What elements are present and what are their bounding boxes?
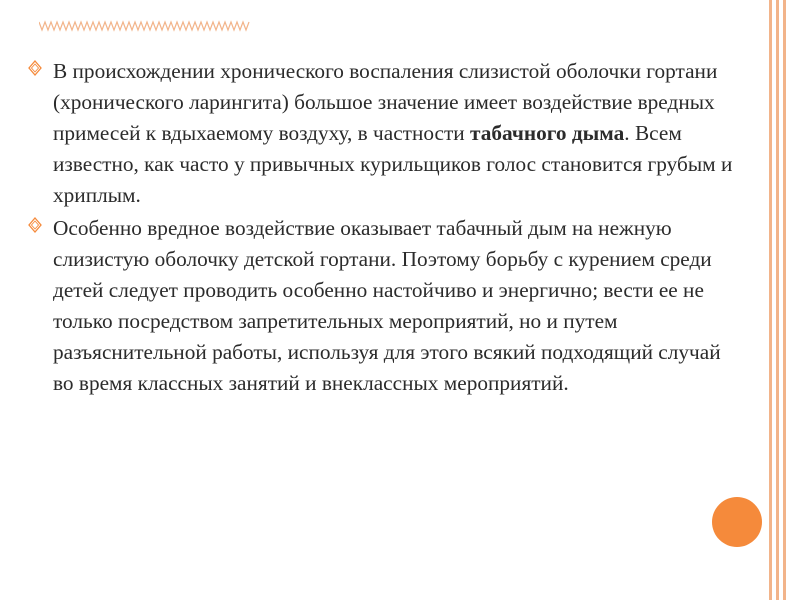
bullet-text	[53, 59, 732, 207]
bullet-text-part: . Всем известно, как часто у привычных курильщиков голос становится грубым и хриплым.	[53, 121, 733, 207]
bullet-text	[53, 216, 721, 395]
right-decor-rail	[769, 0, 772, 600]
bullet-text-part: Особенно вредное воздействие оказывает табачный дым на нежную слизистую оболочку детской гортани. Поэтому борьбу с курением среди детей следует проводить особенно настойчиво и энергично; вести ее не только посредством запретительных мероприятий, но и путем разъяснительной работы, используя для этого всякий подходящий случай во время классных занятий и внеклассных мероприятий.	[53, 216, 721, 395]
bullet-bold-text: табачного дыма	[470, 121, 625, 145]
bullet-list	[28, 56, 738, 401]
bullet-text-part: В происхождении хронического воспаления слизистой оболочки гортани (хронического ларингита) большое значение имеет воздействие вредных примесей к вдыхаемому воздуху, в частности	[53, 59, 718, 145]
right-decor-rail	[783, 0, 786, 600]
orange-circle-decoration	[712, 497, 762, 547]
rhombus-bullet-icon	[28, 216, 42, 234]
right-decor-rail	[776, 0, 779, 600]
zigzag-ornament-icon	[39, 20, 253, 32]
left-rail	[0, 0, 10, 600]
bullet-item	[28, 213, 738, 399]
bullet-item	[28, 56, 738, 211]
rhombus-bullet-icon	[28, 59, 42, 77]
